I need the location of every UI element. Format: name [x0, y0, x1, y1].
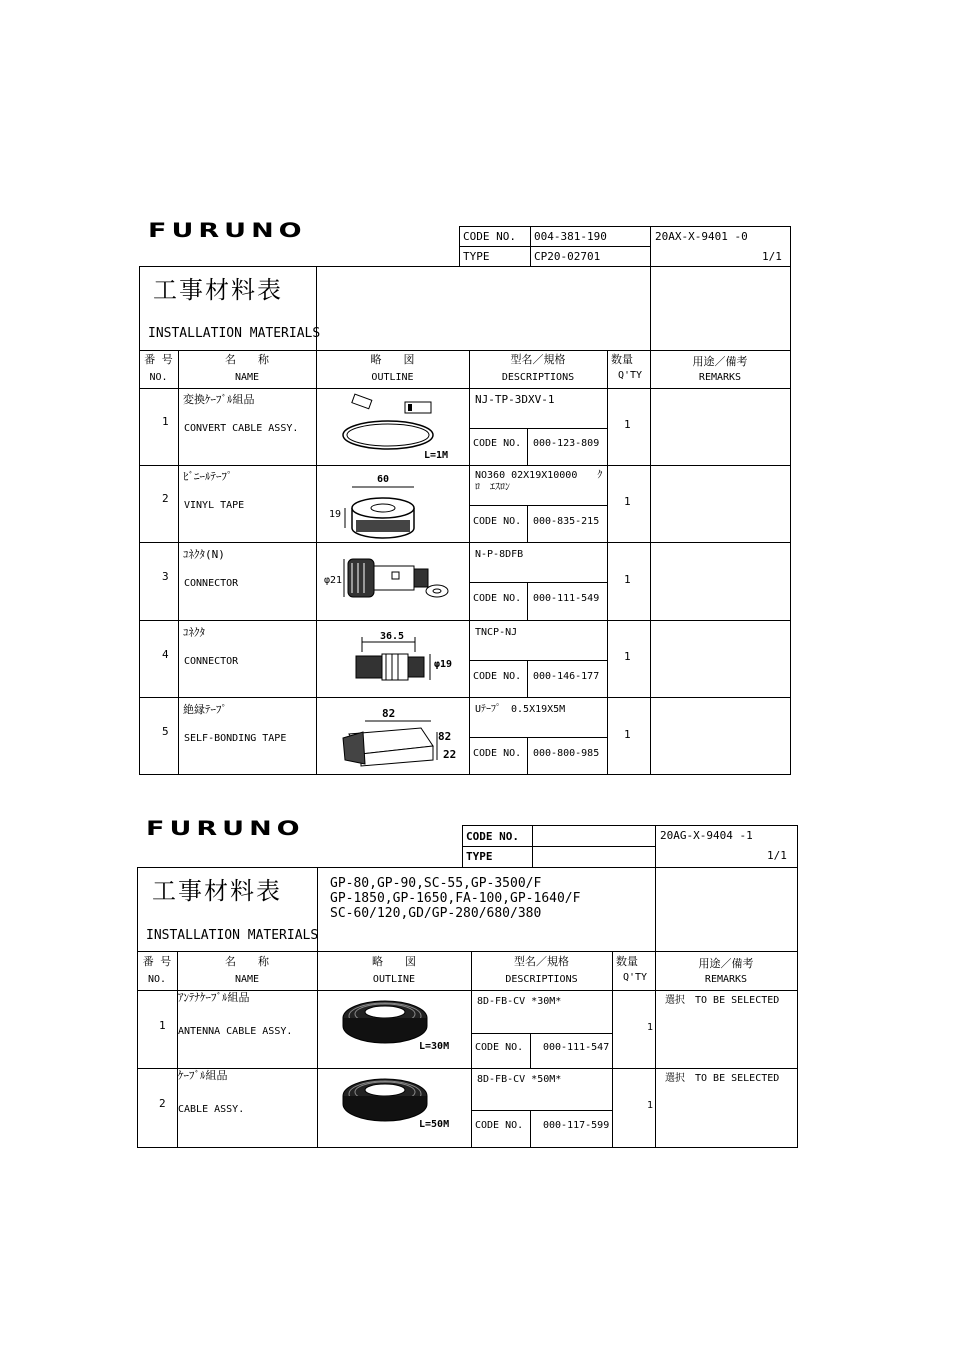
type-label: TYPE: [466, 850, 493, 863]
dimension-diameter: φ19: [434, 659, 453, 670]
header-descriptions-jp: 型名／規格: [514, 955, 569, 968]
drawing-number: 20AX-X-9401 -0: [655, 230, 748, 243]
vinyl-tape-drawing: [330, 470, 460, 540]
code-label: CODE NO.: [475, 1042, 524, 1053]
page-number: 1/1: [767, 849, 787, 862]
furuno-logo: FURUNO: [146, 817, 305, 840]
dimension-width: 82: [382, 707, 396, 720]
drawing-number: 20AG-X-9404 -1: [660, 829, 753, 842]
row-number: 1: [159, 1019, 166, 1032]
item-name-jp: 絶縁ﾃｰﾌﾟ: [183, 703, 227, 716]
item-description: 8D-FB-CV *50M*: [477, 1074, 562, 1085]
item-name: ANTENNA CABLE ASSY.: [178, 1026, 293, 1037]
header-qty: Q'TY: [618, 370, 643, 381]
item-code: 000-800-985: [533, 748, 600, 759]
item-name: VINYL TAPE: [184, 500, 245, 511]
item-qty: 1: [624, 728, 631, 741]
code-label: CODE NO.: [473, 593, 522, 604]
code-label: CODE NO.: [473, 748, 522, 759]
header-remarks: REMARKS: [704, 974, 748, 985]
code-no-value: 004-381-190: [534, 230, 607, 243]
length-label: L=50M: [419, 1119, 450, 1130]
model-line-1: GP-80,GP-90,SC-55,GP-3500/F: [330, 876, 542, 891]
item-qty: 1: [624, 650, 631, 663]
title-english: INSTALLATION MATERIALS: [148, 326, 321, 341]
item-qty: 1: [647, 1022, 654, 1033]
header-no-jp: 番 号: [142, 955, 172, 968]
header-qty: Q'TY: [623, 972, 648, 983]
header-outline-jp: 略 図: [372, 955, 416, 968]
item-qty: 1: [647, 1100, 654, 1111]
item-name: SELF-BONDING TAPE: [184, 733, 287, 744]
header-name-jp: 名 称: [225, 353, 269, 366]
item-name: CONNECTOR: [184, 578, 239, 589]
item-description: NJ-TP-3DXV-1: [475, 393, 555, 406]
title-japanese: 工事材料表: [153, 276, 283, 304]
item-name: CONNECTOR: [184, 656, 239, 667]
dimension-height: 19: [329, 509, 342, 520]
header-no: NO.: [149, 372, 168, 383]
item-remarks: 選択 TO BE SELECTED: [665, 995, 780, 1006]
type-value: CP20-02701: [534, 250, 601, 263]
row-number: 2: [162, 492, 169, 505]
header-name: NAME: [234, 372, 260, 383]
header-descriptions-jp: 型名／規格: [510, 353, 566, 366]
item-name-jp: ﾋﾞﾆｰﾙﾃｰﾌﾟ: [183, 470, 233, 483]
code-label: CODE NO.: [473, 516, 522, 527]
title-japanese: 工事材料表: [152, 877, 282, 905]
header-descriptions: DESCRIPTIONS: [505, 974, 578, 985]
dimension-height: 22: [443, 748, 457, 761]
length-label: L=1M: [424, 450, 449, 461]
item-qty: 1: [624, 418, 631, 431]
item-code: 000-146-177: [533, 671, 600, 682]
furuno-logo: FURUNO: [148, 219, 307, 242]
page-number: 1/1: [762, 250, 782, 263]
row-number: 2: [159, 1097, 166, 1110]
item-name-jp: ｹｰﾌﾞﾙ組品: [178, 1069, 228, 1082]
header-name-jp: 名 称: [225, 955, 269, 968]
header-outline: OUTLINE: [371, 372, 414, 383]
dimension-width: 60: [377, 474, 390, 485]
item-code: 000-117-599: [543, 1120, 610, 1131]
item-name-jp: ｺﾈｸﾀ(N): [183, 548, 225, 561]
header-remarks-jp: 用途／備考: [692, 355, 748, 368]
type-label: TYPE: [463, 250, 490, 263]
header-no: NO.: [147, 974, 167, 985]
item-description: 8D-FB-CV *30M*: [477, 996, 562, 1007]
code-label: CODE NO.: [475, 1120, 524, 1131]
code-no-label: CODE NO.: [463, 230, 516, 243]
dimension-depth: 82: [438, 730, 452, 743]
item-description: Uﾃｰﾌﾟ 0.5X19X5M: [475, 704, 566, 715]
item-code: 000-835-215: [533, 516, 600, 527]
header-qty-jp: 数量: [611, 353, 633, 366]
cable-coil-drawing: [340, 1074, 435, 1122]
item-remarks: 選択 TO BE SELECTED: [665, 1073, 780, 1084]
code-label: CODE NO.: [473, 671, 522, 682]
header-descriptions: DESCRIPTIONS: [501, 372, 575, 383]
item-qty: 1: [624, 495, 631, 508]
header-outline-jp: 略 図: [370, 353, 415, 366]
header-outline: OUTLINE: [372, 974, 416, 985]
row-number: 4: [162, 648, 169, 661]
header-qty-jp: 数量: [616, 955, 638, 968]
item-name: CABLE ASSY.: [178, 1104, 245, 1115]
item-qty: 1: [624, 573, 631, 586]
model-line-3: SC-60/120,GD/GP-280/680/380: [330, 906, 542, 921]
item-name-jp: ｺﾈｸﾀ: [183, 626, 205, 639]
item-name-jp: 変換ｹｰﾌﾞﾙ組品: [183, 393, 255, 406]
code-no-label: CODE NO.: [466, 830, 519, 843]
length-label: L=30M: [419, 1041, 450, 1052]
item-name: CONVERT CABLE ASSY.: [184, 423, 299, 434]
title-english: INSTALLATION MATERIALS: [146, 928, 319, 943]
header-no-jp: 番 号: [144, 353, 173, 366]
row-number: 5: [162, 725, 169, 738]
model-line-2: GP-1850,GP-1650,FA-100,GP-1640/F: [330, 891, 581, 906]
item-code: 000-111-549: [533, 593, 600, 604]
n-connector-drawing: [340, 555, 460, 610]
item-name-jp: ｱﾝﾃﾅｹｰﾌﾞﾙ組品: [178, 991, 250, 1004]
row-number: 1: [162, 415, 169, 428]
cable-coil-drawing: [340, 996, 435, 1044]
header-remarks-jp: 用途／備考: [698, 957, 754, 970]
code-label: CODE NO.: [473, 438, 522, 449]
header-name: NAME: [234, 974, 260, 985]
dimension-diameter: φ21: [324, 575, 343, 586]
item-description: NO360 02X19X10000 ｸ ﾛ ｴｽﾛﾝ: [475, 470, 603, 493]
item-description: TNCP-NJ: [475, 627, 518, 638]
header-remarks: REMARKS: [698, 372, 742, 383]
item-code: 000-111-547: [543, 1042, 610, 1053]
item-code: 000-123-809: [533, 438, 600, 449]
item-description: N-P-8DFB: [475, 549, 524, 560]
row-number: 3: [162, 570, 169, 583]
dimension-length: 36.5: [380, 631, 405, 642]
materials-table: [139, 266, 791, 775]
